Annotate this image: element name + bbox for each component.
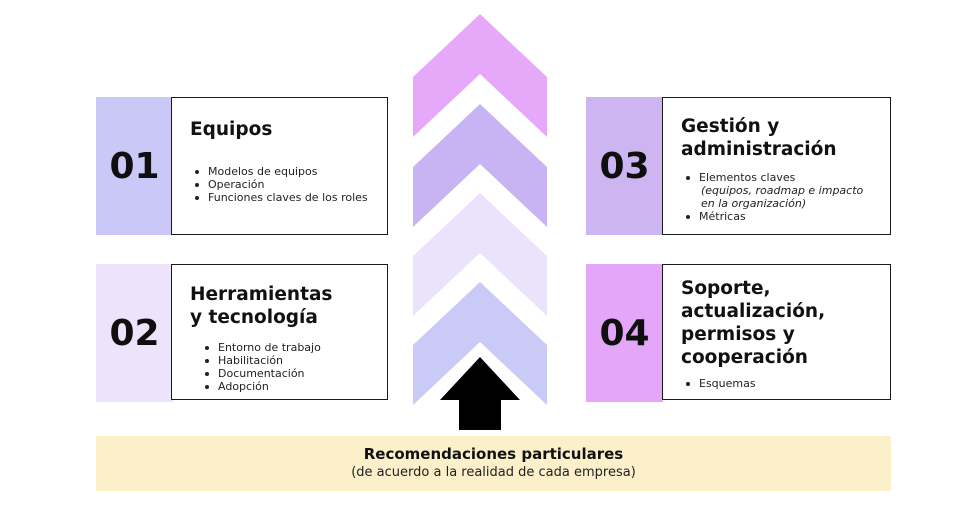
section-01-number-box: [96, 97, 173, 235]
section-03-list: [681, 171, 872, 223]
section-03-number-box: [586, 97, 663, 235]
list-item: Habilitación: [218, 354, 369, 367]
list-item-label: Elementos claves: [699, 171, 796, 184]
section-01-title: Equipos: [190, 119, 273, 140]
list-item: Esquemas: [699, 377, 872, 390]
list-item: Métricas: [699, 210, 872, 223]
section-03-card: [662, 97, 891, 235]
list-item: [699, 171, 872, 210]
list-item: Modelos de equipos: [208, 165, 369, 178]
list-item: Entorno de trabajo: [218, 341, 369, 354]
list-item: Documentación: [218, 367, 369, 380]
section-02-number: 02: [109, 312, 160, 354]
section-02-number-box: [96, 264, 173, 402]
section-01-number: 01: [109, 145, 160, 187]
section-04-list: [681, 377, 872, 390]
section-02-card: [171, 264, 388, 400]
list-item-note: (equipos, roadmap e impacto en la organización): [701, 184, 864, 210]
section-02-title: Herramientas y tecnología: [190, 284, 333, 328]
section-04-number: 04: [599, 312, 650, 354]
section-03-number: 03: [599, 145, 650, 187]
section-04-card: [662, 264, 891, 400]
section-04-title: Soporte, actualización, permisos y cooperación: [681, 278, 826, 368]
banner-title: Recomendaciones particulares: [363, 445, 624, 463]
list-item: Adopción: [218, 380, 369, 393]
list-item: Operación: [208, 178, 369, 191]
banner-subtitle: (de acuerdo a la realidad de cada empresa): [351, 465, 636, 480]
section-01-card: [171, 97, 388, 235]
section-01-list: [190, 165, 369, 204]
section-04-number-box: [586, 264, 663, 402]
recommendations-banner: [96, 436, 891, 491]
section-03-title: Gestión y administración: [681, 116, 837, 160]
section-02-list: [190, 341, 369, 393]
list-item: Funciones claves de los roles: [208, 191, 368, 204]
